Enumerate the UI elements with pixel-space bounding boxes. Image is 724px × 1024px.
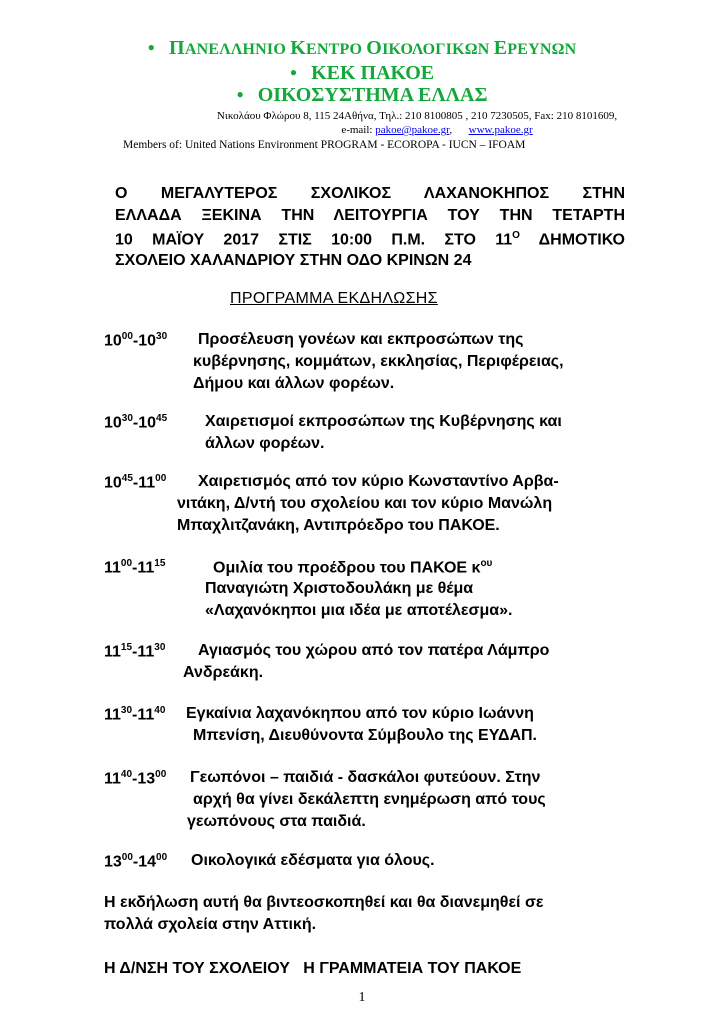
schedule-text: Αγιασμός του χώρου από τον πατέρα Λάμπρο	[198, 642, 550, 659]
schedule-text: άλλων φορέων.	[205, 435, 325, 452]
title-line-2: ΕΛΛΑΔΑ ΞΕΚΙΝΑ ΤΗΝ ΛΕΙΤΟΥΡΓΙΑ ΤΟΥ ΤΗΝ ΤΕΤΑΡΤΗ	[115, 207, 625, 224]
schedule-text: Χαιρετισμοί εκπροσώπων της Κυβέρνησης και	[205, 413, 562, 430]
contact-email-web: e-mail: pakoe@pakoe.gr, www.pakoe.gr	[341, 124, 533, 136]
program-heading: ΠΡΟΓΡΑΜΜΑ ΕΚΔΗΛΩΣΗΣ	[230, 290, 438, 307]
bullet-icon: ●	[289, 65, 298, 79]
schedule-time-5: $11^{15}-11^{30}$	[104, 642, 166, 661]
schedule-time-8: $13^{00}-14^{00}$	[104, 852, 168, 871]
schedule-text: Οικολογικά εδέσματα για όλους.	[191, 852, 435, 869]
email-link[interactable]: pakoe@pakoe.gr	[375, 124, 450, 136]
schedule-text: Χαιρετισμός από τον κύριο Κωνσταντίνο Αρβα-	[198, 473, 559, 490]
signatures: Η Δ/ΝΣΗ ΤΟΥ ΣΧΟΛΕΙΟΥ Η ΓΡΑΜΜΑΤΕΙΑ ΤΟΥ ΠΑΚΟΕ	[104, 960, 522, 977]
schedule-text: Μπενίση, Διευθύνοντα Σύμβουλο της ΕΥΔΑΠ.	[193, 727, 537, 744]
org-name-ecosystem: ● ΟΙΚΟΣΥΣΤΗΜΑ ΕΛΛΑΣ	[236, 84, 488, 106]
title-line-3: 10 ΜΑΪΟΥ 2017 ΣΤΙΣ 10:00 Π.Μ. ΣΤΟ $11^O$ ΔΗΜΟΤΙΚΟ	[115, 230, 625, 249]
schedule-time-4: $11^{00}-11^{15}$	[104, 558, 166, 577]
schedule-text: Δήμου και άλλων φορέων.	[193, 375, 395, 392]
schedule-time-7: $11^{40}-13^{00}$	[104, 769, 167, 788]
schedule-text: κυβέρνησης, κομμάτων, εκκλησίας, Περιφέρειας,	[193, 353, 564, 370]
title-line-1: Ο ΜΕΓΑΛΥΤΕΡΟΣ ΣΧΟΛΙΚΟΣ ΛΑΧΑΝΟΚΗΠΟΣ ΣΤΗΝ	[115, 185, 625, 202]
org-name-pakoe: ● ΠΑΝΕΛΛΗΝΙΟ ΚΕΝΤΡΟ ΟΙΚΟΛΟΓΙΚΩΝ ΕΡΕΥΝΩΝ	[147, 37, 577, 59]
schedule-text: Γεωπόνοι – παιδιά - δασκάλοι φυτεύουν. Στην	[190, 769, 541, 786]
video-note-line-2: πολλά σχολεία στην Αττική.	[104, 916, 317, 933]
schedule-text: γεωπόνους στα παιδιά.	[187, 813, 366, 830]
schedule-text: «Λαχανόκηποι μια ιδέα με αποτέλεσμα».	[205, 602, 513, 619]
video-note-line-1: Η εκδήλωση αυτή θα βιντεοσκοπηθεί και θα διανεμηθεί σε	[104, 894, 544, 911]
website-link[interactable]: www.pakoe.gr	[468, 124, 533, 136]
bullet-icon: ●	[236, 87, 244, 101]
title-line-4: ΣΧΟΛΕΙΟ ΧΑΛΑΝΔΡΙΟΥ ΣΤΗΝ ΟΔΟ ΚΡΙΝΩΝ 24	[115, 252, 472, 269]
schedule-time-1: $10^{00}-10^{30}$	[104, 331, 168, 350]
schedule-text: Μπαχλιτζανάκη, Αντιπρόεδρο του ΠΑΚΟΕ.	[177, 517, 500, 534]
members-line: Members of: United Nations Environment PROGRAM - ECOROPA - IUCN – IFOAM	[123, 139, 526, 151]
schedule-time-3: $10^{45}-11^{00}$	[104, 473, 167, 492]
schedule-text: Ανδρεάκη.	[183, 664, 264, 681]
org-name-kek: ● ΚΕΚ ΠΑΚΟΕ	[289, 62, 435, 84]
schedule-text: Παναγιώτη Χριστοδουλάκη με θέμα	[205, 580, 474, 597]
schedule-text: Ομιλία του προέδρου του ΠΑΚΟΕ $\kappa^{o\upsilon}$	[213, 558, 493, 577]
bullet-icon: ●	[147, 40, 156, 54]
schedule-text: αρχή θα γίνει δεκάλεπτη ενημέρωση από τους	[193, 791, 546, 808]
schedule-time-6: $11^{30}-11^{40}$	[104, 705, 166, 724]
schedule-time-2: $10^{30}-10^{45}$	[104, 413, 168, 432]
contact-address: Νικολάου Φλώρου 8, 115 24Αθήνα, Τηλ.: 210 8100805 , 210 7230505, Fax: 210 8101609,	[216, 110, 618, 122]
schedule-text: Εγκαίνια λαχανόκηπου από τον κύριο Ιωάννη	[186, 705, 534, 722]
page-number: 1	[358, 990, 366, 1005]
schedule-text: νιτάκη, Δ/ντή του σχολείου και τον κύριο Μανώλη	[177, 495, 553, 512]
schedule-text: Προσέλευση γονέων και εκπροσώπων της	[198, 331, 524, 348]
